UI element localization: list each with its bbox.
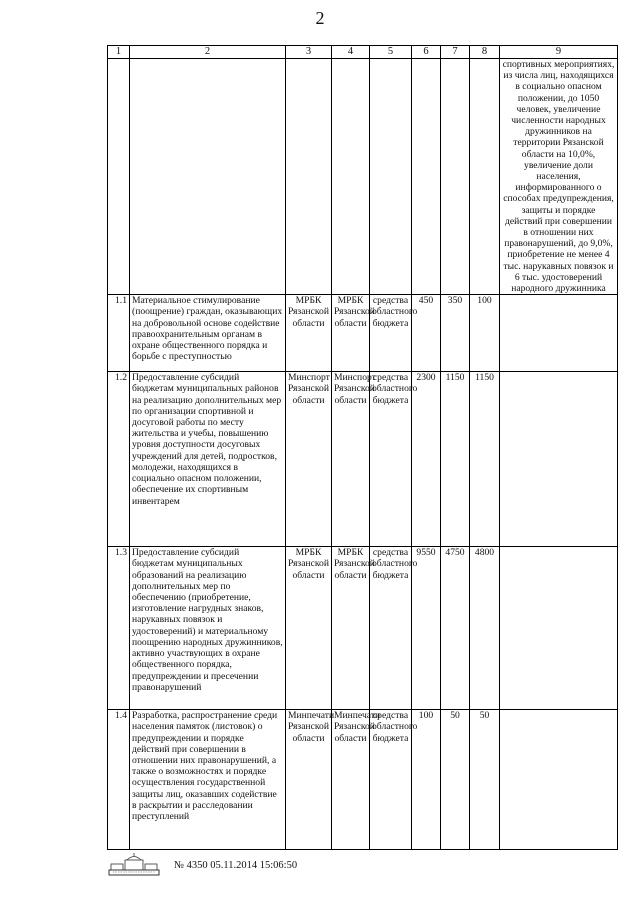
header-cell: 9: [500, 46, 618, 59]
header-cell: 6: [412, 46, 441, 59]
row-total: 100: [412, 710, 441, 850]
row-year-1: 1150: [441, 372, 470, 547]
outcome-text: спортивных мероприятиях, из числа лиц, находящихся в социально опасном положении, до 1050 человек, увеличение численности народных дружинников на территории Рязанской области на 10,0%, увеличение доли населения, информированного о способах предупреждения, защиты и порядке действий при совершении в отношении них правонарушений, до 9,0%, приобретение не менее 4 тыс. нарукавных повязок и 6 тыс. удостоверений народного дружинника: [500, 59, 618, 295]
page-number: 2: [315, 8, 325, 28]
table-row: [108, 372, 618, 547]
row-year-1: 4750: [441, 547, 470, 710]
continuation-row: [108, 59, 618, 295]
header-cell: 2: [130, 46, 286, 59]
row-executor: Минпечати Рязанской области: [332, 710, 370, 850]
row-year-2: 1150: [470, 372, 500, 547]
row-total: 9550: [412, 547, 441, 710]
header-cell: 8: [470, 46, 500, 59]
header-cell: 3: [286, 46, 332, 59]
program-table: [107, 45, 618, 850]
row-responsible: МРБК Рязанской области: [286, 295, 332, 372]
table-row: [108, 547, 618, 710]
row-description: Предоставление субсидий бюджетам муниципальных образований на реализацию дополнительных мер по обеспечению (приобретение, изготовление нагрудных знаков, нарукавных повязок и удостоверений) и материальному поощрению народных дружинников, активно участвующих в охране общественного порядка, предупреждении и пресечении правонарушений: [130, 547, 286, 710]
row-funding-source: средства областного бюджета: [370, 372, 412, 547]
table-row: [108, 295, 618, 372]
row-executor: МРБК Рязанской области: [332, 295, 370, 372]
row-year-2: 50: [470, 710, 500, 850]
document-registration-stamp: № 4350 05.11.2014 15:06:50: [174, 860, 298, 871]
row-year-1: 350: [441, 295, 470, 372]
row-year-1: 50: [441, 710, 470, 850]
row-funding-source: средства областного бюджета: [370, 295, 412, 372]
row-total: 2300: [412, 372, 441, 547]
row-responsible: Минпечати Рязанской области: [286, 710, 332, 850]
document-footer: [108, 852, 368, 876]
row-description: Материальное стимулирование (поощрение) граждан, оказывающих на добровольной основе содействие правоохранительным органам в охране общественного порядка и борьбе с преступностью: [130, 295, 286, 372]
header-row: [108, 46, 618, 59]
row-description: Предоставление субсидий бюджетам муниципальных районов на реализацию дополнительных мер по организации спортивной и досуговой работы по месту жительства и учебы, повышению уровня доступности досуговых учреждений для детей, подростков, молодежи, находящихся в социально опасном положении, обеспечение их спортивным инвентарем: [130, 372, 286, 547]
row-number: 1.4: [108, 710, 130, 850]
header-cell: 5: [370, 46, 412, 59]
row-executor: Минспорт Рязанской области: [332, 372, 370, 547]
table-row: [108, 710, 618, 850]
row-funding-source: средства областного бюджета: [370, 547, 412, 710]
header-cell: 7: [441, 46, 470, 59]
row-number: 1.1: [108, 295, 130, 372]
row-executor: МРБК Рязанской области: [332, 547, 370, 710]
row-number: 1.3: [108, 547, 130, 710]
row-year-2: 100: [470, 295, 500, 372]
government-seal-icon: [108, 852, 160, 876]
header-cell: 1: [108, 46, 130, 59]
row-year-2: 4800: [470, 547, 500, 710]
row-responsible: МРБК Рязанской области: [286, 547, 332, 710]
row-number: 1.2: [108, 372, 130, 547]
row-description: Разработка, распространение среди населения памяток (листовок) о предупреждении и порядке действий при совершении в отношении них правонарушений, а также о возможностях и порядке осуществления государственной защиты лиц, оказавших содействие в раскрытии и расследовании преступлений: [130, 710, 286, 850]
row-total: 450: [412, 295, 441, 372]
header-cell: 4: [332, 46, 370, 59]
row-responsible: Минспорт Рязанской области: [286, 372, 332, 547]
row-funding-source: средства областного бюджета: [370, 710, 412, 850]
